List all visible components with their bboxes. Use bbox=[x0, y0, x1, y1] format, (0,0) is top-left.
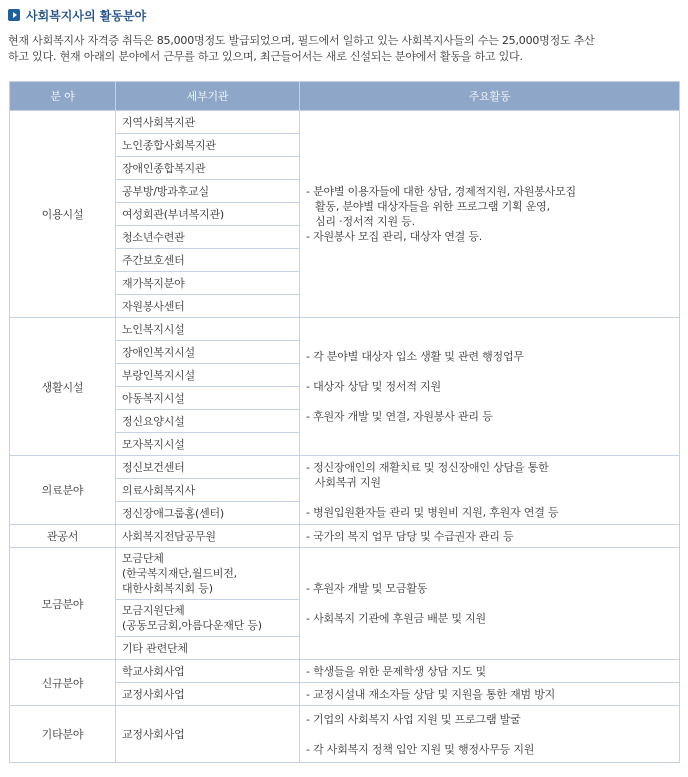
page-title: 사회복지사의 활동분야 bbox=[26, 8, 147, 23]
table-row bbox=[10, 706, 680, 763]
header-field: 분 야 bbox=[10, 82, 116, 111]
activity-cell bbox=[300, 456, 680, 525]
table-row bbox=[10, 548, 680, 600]
header-activity: 주요활동 bbox=[300, 82, 680, 111]
institution-line: (한국복지재단,월드비전, bbox=[122, 567, 237, 580]
header-institution: 세부기관 bbox=[116, 82, 300, 111]
activity-table bbox=[9, 81, 680, 763]
activity-line: - 각 사회복지 정책 입안 지원 및 행정사무등 지원 bbox=[306, 742, 535, 756]
field-cell: 이용시설 bbox=[10, 111, 116, 318]
institution-line: (공동모금회,아름다운재단 등) bbox=[122, 619, 262, 632]
activity-line: - 기업의 사회복지 사업 지원 및 프로그램 발굴 bbox=[306, 712, 521, 726]
institution-line: 대한사회복지회 등) bbox=[122, 582, 213, 595]
institution-cell: 정신보건센터 bbox=[116, 456, 300, 479]
institution-cell: 장애인복지시설 bbox=[116, 341, 300, 364]
institution-cell: 교정사회사업 bbox=[116, 683, 300, 706]
table-row bbox=[10, 660, 680, 683]
institution-cell: 재가복지분야 bbox=[116, 272, 300, 295]
institution-cell: 청소년수련관 bbox=[116, 226, 300, 249]
activity-line: - 후원자 개발 및 연결, 자원봉사 관리 등 bbox=[306, 410, 493, 423]
activity-cell bbox=[300, 318, 680, 456]
institution-cell: 사회복지전담공무원 bbox=[116, 525, 300, 548]
field-cell: 생활시설 bbox=[10, 318, 116, 456]
activity-line: 심리 ·정서적 지원 등. bbox=[315, 215, 415, 228]
activity-line: - 사회복지 기관에 후원금 배분 및 지원 bbox=[306, 612, 486, 625]
activity-line: - 분야별 이용자들에 대한 상담, 경제적지원, 자원봉사모집 bbox=[306, 185, 576, 198]
institution-cell: 공부방/방과후교실 bbox=[116, 180, 300, 203]
intro-line: 하고 있다. 현재 아래의 분야에서 근무를 하고 있으며, 최근들어서는 새로 신설되는 분야에서 활동을 하고 있다. bbox=[8, 50, 523, 63]
activity-cell bbox=[300, 706, 680, 763]
activity-cell bbox=[300, 548, 680, 660]
institution-cell: 교정사회사업 bbox=[116, 706, 300, 763]
activity-line: - 자원봉사 모집 관리, 대상자 연결 등. bbox=[306, 230, 483, 243]
institution-cell: 주간보호센터 bbox=[116, 249, 300, 272]
institution-cell: 노인복지시설 bbox=[116, 318, 300, 341]
activity-cell: - 학생들을 위한 문제학생 상담 지도 및 bbox=[300, 660, 680, 683]
institution-line: 모금지원단체 bbox=[122, 604, 185, 617]
field-cell: 의료분야 bbox=[10, 456, 116, 525]
activity-line: - 각 분야별 대상자 입소 생활 및 관련 행정업무 bbox=[306, 350, 524, 363]
intro-paragraph bbox=[8, 33, 680, 65]
institution-cell bbox=[116, 600, 300, 637]
table-row bbox=[10, 111, 680, 134]
institution-cell: 정신장애그룹홈(센터) bbox=[116, 502, 300, 525]
section-heading bbox=[8, 6, 146, 24]
field-cell: 신규분야 bbox=[10, 660, 116, 706]
institution-cell: 아동복지시설 bbox=[116, 387, 300, 410]
table-row bbox=[10, 318, 680, 341]
activity-cell: - 교정시설내 재소자들 상담 및 지원을 통한 재범 방지 bbox=[300, 683, 680, 706]
institution-cell: 의료사회복지사 bbox=[116, 479, 300, 502]
activity-line: - 대상자 상담 및 정서적 지원 bbox=[306, 380, 441, 393]
institution-cell: 노인종합사회복지관 bbox=[116, 134, 300, 157]
institution-cell: 모자복지시설 bbox=[116, 433, 300, 456]
arrow-bullet-icon bbox=[8, 9, 20, 21]
field-cell: 기타분야 bbox=[10, 706, 116, 763]
institution-cell: 정신요양시설 bbox=[116, 410, 300, 433]
institution-cell: 학교사회사업 bbox=[116, 660, 300, 683]
institution-cell: 여성회관(부녀복지관) bbox=[116, 203, 300, 226]
table-row bbox=[10, 525, 680, 548]
activity-cell: - 국가의 복지 업무 담당 및 수급권자 관리 등 bbox=[300, 525, 680, 548]
activity-line: 활동, 분야별 대상자들을 위한 프로그램 기획 운영, bbox=[315, 200, 550, 213]
institution-cell: 지역사회복지관 bbox=[116, 111, 300, 134]
activity-line: - 정신장애인의 재활치료 및 정신장애인 상담을 통한 bbox=[306, 461, 549, 474]
activity-line: - 병원입원환자들 관리 및 병원비 지원, 후원자 연결 등 bbox=[306, 506, 559, 519]
activity-line: - 후원자 개발 및 모금활동 bbox=[306, 582, 428, 595]
field-cell: 모금분야 bbox=[10, 548, 116, 660]
table-header-row bbox=[10, 82, 680, 111]
table-row bbox=[10, 456, 680, 479]
institution-cell bbox=[116, 548, 300, 600]
activity-line: 사회복귀 지원 bbox=[315, 476, 381, 489]
field-cell: 관공서 bbox=[10, 525, 116, 548]
institution-line: 모금단체 bbox=[122, 552, 164, 565]
institution-cell: 자원봉사센터 bbox=[116, 295, 300, 318]
institution-cell: 부랑인복지시설 bbox=[116, 364, 300, 387]
activity-cell bbox=[300, 111, 680, 318]
institution-cell: 기타 관련단체 bbox=[116, 637, 300, 660]
intro-line: 현재 사회복지사 자격증 취득은 85,000명정도 발급되었으며, 필드에서 일하고 있는 사회복지사들의 수는 25,000명정도 추산 bbox=[8, 34, 595, 47]
institution-cell: 장애인종합복지관 bbox=[116, 157, 300, 180]
